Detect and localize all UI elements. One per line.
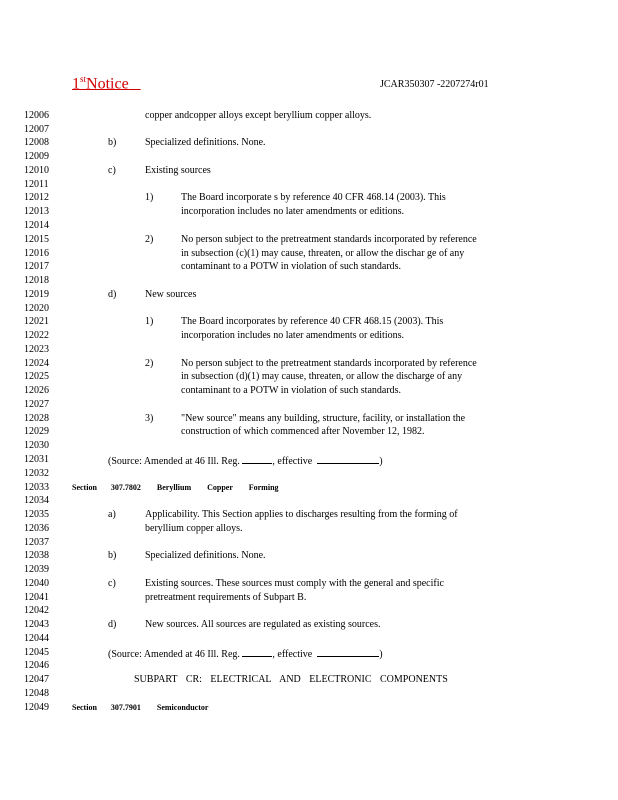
body-line: Applicability. This Section applies to discharges resulting from the forming of <box>145 509 458 520</box>
body-line: incorporation includes no later amendments or editions. <box>181 330 404 341</box>
line-number: 12048 <box>24 688 49 699</box>
blank-line <box>242 454 272 464</box>
body-line: New sources <box>145 289 197 300</box>
line-number: 12006 <box>24 110 49 121</box>
line-number: 12022 <box>24 330 49 341</box>
line-number: 12042 <box>24 605 49 616</box>
body-line: Existing sources. These sources must comply with the general and specific <box>145 578 444 589</box>
line-number: 12040 <box>24 578 49 589</box>
notice-number: 1 <box>72 75 80 93</box>
line-number: 12041 <box>24 592 49 603</box>
body-line: "New source" means any building, structure, facility, or installation the <box>181 413 466 424</box>
line-number: 12028 <box>24 413 49 424</box>
line-number: 12017 <box>24 261 49 272</box>
subsection-label: c) <box>108 578 116 589</box>
line-number: 12033 <box>24 482 49 493</box>
body-line: New sources. All sources are regulated as existing sources. <box>145 619 381 630</box>
line-number: 12018 <box>24 275 49 286</box>
line-number: 12039 <box>24 564 49 575</box>
section-number: 307.7802 <box>110 483 141 492</box>
line-number: 12046 <box>24 660 49 671</box>
line-number: 12049 <box>24 702 49 713</box>
subsection-label: a) <box>108 509 116 520</box>
item-label: 2) <box>145 358 154 369</box>
section-title: Semiconductor <box>156 703 209 712</box>
line-number: 12034 <box>24 495 49 506</box>
source-note-text: , effective <box>272 649 313 660</box>
section-word: Section <box>72 483 97 492</box>
blank-line <box>242 647 272 657</box>
line-number: 12030 <box>24 440 49 451</box>
notice-superscript: st <box>80 74 87 84</box>
line-number: 12043 <box>24 619 49 630</box>
line-number: 12032 <box>24 468 49 479</box>
source-note-text: , effective <box>272 456 313 467</box>
item-label: 1) <box>145 316 154 327</box>
subsection-label: b) <box>108 550 117 561</box>
line-number: 12026 <box>24 385 49 396</box>
line-number: 12014 <box>24 220 49 231</box>
notice-word: Notice <box>86 75 129 93</box>
line-number: 12009 <box>24 151 49 162</box>
body-line: in subsection (d)(1) may cause, threaten, or allow the discharge of any <box>181 371 463 382</box>
blank-line <box>317 454 379 464</box>
line-number: 12035 <box>24 509 49 520</box>
line-number: 12012 <box>24 192 49 203</box>
notice-label <box>72 74 141 93</box>
line-number: 12016 <box>24 248 49 259</box>
body-line: No person subject to the pretreatment standards incorporated by reference <box>181 358 477 369</box>
body-line: copper andcopper alloys except beryllium copper alloys. <box>145 110 372 121</box>
section-heading <box>72 482 279 493</box>
item-label: 2) <box>145 234 154 245</box>
body-line: No person subject to the pretreatment standards incorporated by reference <box>181 234 477 245</box>
line-number: 12015 <box>24 234 49 245</box>
line-number: 12029 <box>24 426 49 437</box>
line-number: 12011 <box>24 179 49 190</box>
body-line: construction of which commenced after November 12, 1982. <box>181 426 425 437</box>
item-label: 1) <box>145 192 154 203</box>
source-note-text: ) <box>379 649 383 660</box>
line-number: 12031 <box>24 454 49 465</box>
line-number: 12047 <box>24 674 49 685</box>
subpart-heading: SUBPART CR: ELECTRICAL AND ELECTRONIC COMPONENTS <box>134 674 448 685</box>
document-code: JCAR350307 -2207274r01 <box>380 79 489 90</box>
line-number: 12008 <box>24 137 49 148</box>
body-line: pretreatment requirements of Subpart B. <box>145 592 307 603</box>
source-note-text: (Source: Amended at 46 Ill. Reg. <box>108 649 240 660</box>
body-line: contaminant to a POTW in violation of such standards. <box>181 385 402 396</box>
blank-line <box>317 647 379 657</box>
line-number: 12020 <box>24 303 49 314</box>
body-line: The Board incorporate s by reference 40 CFR 468.14 (2003). This <box>181 192 446 203</box>
body-line: Specialized definitions. None. <box>145 550 266 561</box>
section-title: Beryllium Copper Forming <box>156 483 279 492</box>
line-number: 12027 <box>24 399 49 410</box>
body-line: Specialized definitions. None. <box>145 137 266 148</box>
subsection-label: b) <box>108 137 117 148</box>
subsection-label: d) <box>108 289 117 300</box>
line-number: 12021 <box>24 316 49 327</box>
line-number: 12023 <box>24 344 49 355</box>
body-line: Existing sources <box>145 165 211 176</box>
section-number: 307.7901 <box>110 703 141 712</box>
body-line: contaminant to a POTW in violation of such standards. <box>181 261 402 272</box>
line-number: 12007 <box>24 124 49 135</box>
item-label: 3) <box>145 413 154 424</box>
source-note-text: ) <box>379 456 383 467</box>
body-line: beryllium copper alloys. <box>145 523 243 534</box>
source-note <box>108 647 383 660</box>
line-number: 12037 <box>24 537 49 548</box>
line-number: 12044 <box>24 633 49 644</box>
section-heading <box>72 702 208 713</box>
source-note <box>108 454 383 467</box>
source-note-text: (Source: Amended at 46 Ill. Reg. <box>108 456 240 467</box>
subsection-label: c) <box>108 165 116 176</box>
body-line: incorporation includes no later amendments or editions. <box>181 206 404 217</box>
body-line: in subsection (c)(1) may cause, threaten, or allow the dischar ge of any <box>181 248 465 259</box>
line-number: 12038 <box>24 550 49 561</box>
line-number: 12036 <box>24 523 49 534</box>
line-number: 12045 <box>24 647 49 658</box>
line-number: 12013 <box>24 206 49 217</box>
line-number: 12024 <box>24 358 49 369</box>
line-number: 12019 <box>24 289 49 300</box>
body-line: The Board incorporates by reference 40 CFR 468.15 (2003). This <box>181 316 444 327</box>
line-number: 12025 <box>24 371 49 382</box>
section-word: Section <box>72 703 97 712</box>
line-number: 12010 <box>24 165 49 176</box>
subsection-label: d) <box>108 619 117 630</box>
